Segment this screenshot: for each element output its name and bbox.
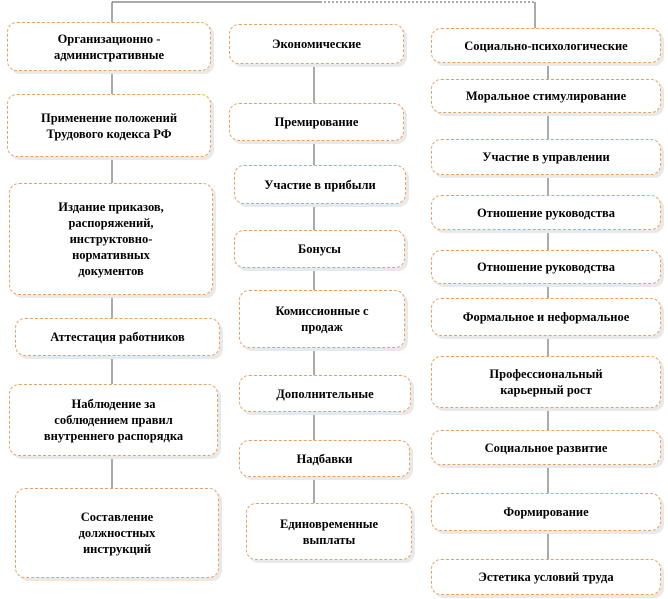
administrative-item-box: Издание приказов, распоряжений, инструктовно- нормативных документов: [9, 183, 213, 295]
social-psychological-item-box: Социальное развитие: [431, 430, 661, 465]
social-psychological-item-box: Моральное стимулирование: [431, 79, 661, 113]
administrative-header-box: Организационно - административные: [7, 22, 211, 71]
economic-item-box: Премирование: [229, 103, 404, 141]
social-psychological-item-box: Эстетика условий труда: [431, 559, 661, 595]
social-psychological-header-box: Социально-психологические: [431, 28, 661, 63]
social-psychological-item-box: Отношение руководства: [431, 195, 661, 230]
social-psychological-item-box: Формальное и неформальное: [431, 298, 661, 336]
administrative-item-box: Применение положений Трудового кодекса РФ: [7, 94, 211, 157]
social-psychological-item-box: Формирование: [431, 493, 661, 531]
social-psychological-item-box: Профессиональный карьерный рост: [431, 356, 661, 408]
administrative-item-box: Наблюдение за соблюдением правил внутреннего распорядка: [9, 384, 218, 456]
economic-item-box: Комиссионные с продаж: [239, 290, 405, 348]
administrative-item-box: Аттестация работников: [15, 318, 220, 356]
social-psychological-item-box: Участие в управлении: [431, 139, 661, 175]
economic-item-box: Дополнительные: [239, 375, 411, 412]
economic-header-box: Экономические: [229, 24, 404, 64]
economic-item-box: Бонусы: [234, 230, 405, 268]
administrative-item-box: Составление должностных инструкций: [15, 488, 219, 578]
economic-item-box: Участие в прибыли: [234, 165, 406, 204]
social-psychological-item-box: Отношение руководства: [431, 250, 661, 284]
economic-item-box: Единовременные выплаты: [246, 503, 412, 560]
economic-item-box: Надбавки: [239, 440, 410, 477]
